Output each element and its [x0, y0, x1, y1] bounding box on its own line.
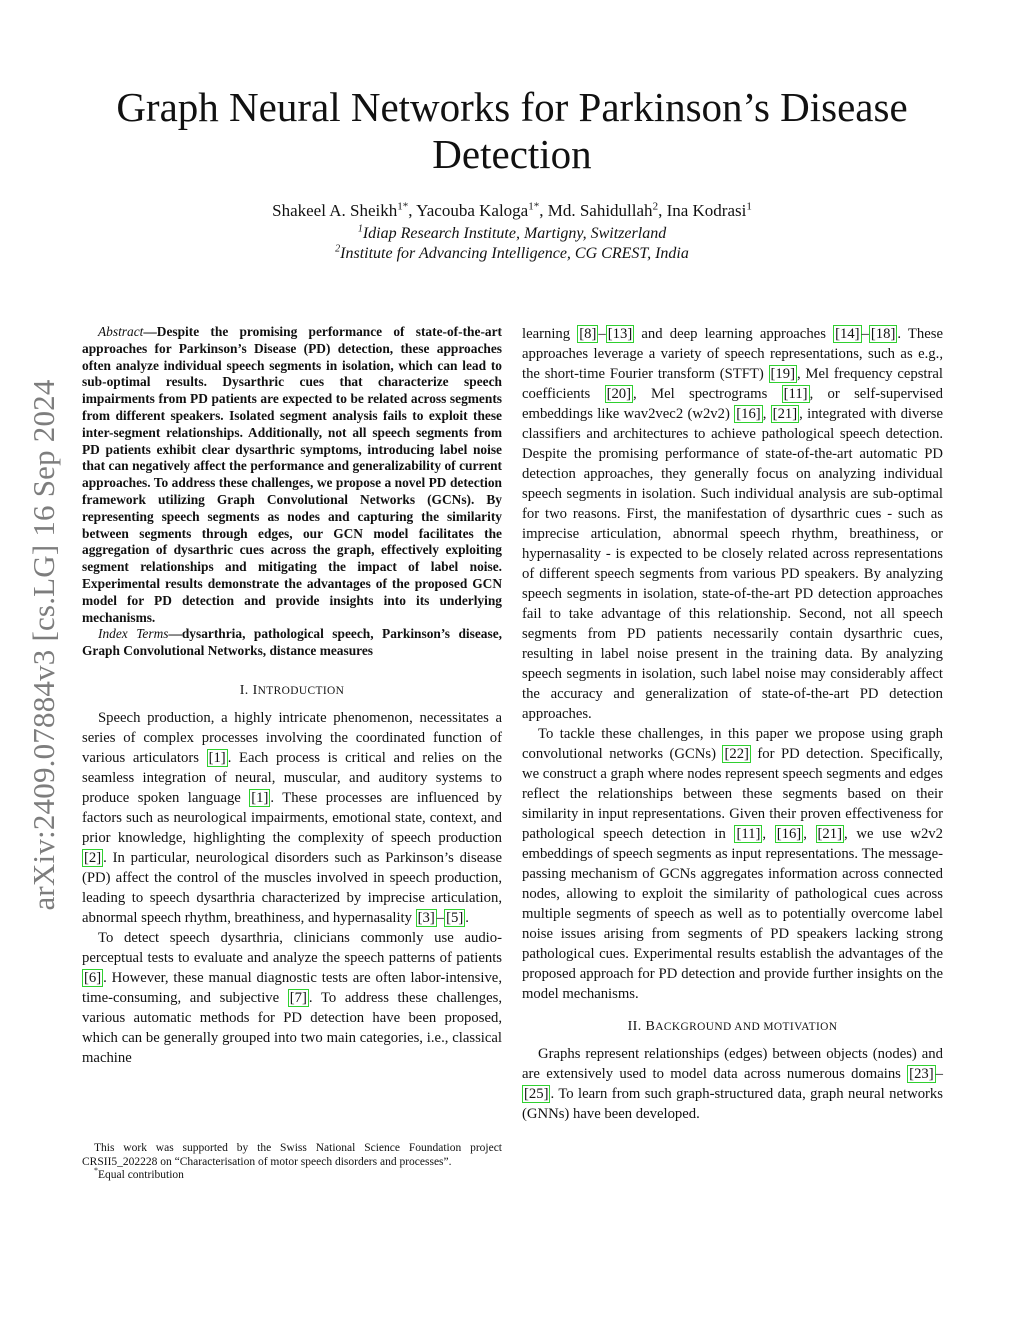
intro-paragraph-1: [82, 708, 502, 928]
index-terms-label: Index Terms: [98, 626, 169, 642]
author-affil-mark: 2: [652, 200, 659, 213]
paragraph-text: . These processes are influenced by factors such as neurological impairments, emotional state, context, and prior knowledge, highlighting the complexity of speech production: [82, 789, 502, 846]
paragraph-text: learning: [522, 326, 578, 342]
section-heading-introduction: I. INTRODUCTION: [239, 682, 345, 698]
paper-title: [80, 84, 944, 178]
footnotes: [82, 1142, 502, 1183]
abstract-text: —Despite the promising performance of state-of-the-art approaches for Parkinson’s Disease (PD) detection, these approaches often analyze individual speech segments in isolation, which can lead to sub-optimal results. Dysarthric cues that characterize speech impairments from PD patients are expected to be related across segments from different speakers. Isolated segment analysis fails to exploit these inter-segment relationships. Additionally, not all speech segments from PD patients exhibit clear dysarthric symptoms, introducing label noise that can negatively affect the performance and generalizability of current approaches. To address these challenges, we propose a novel PD detection framework utilizing Graph Convolutional Networks (GCNs). By representing speech segments as nodes and capturing the similarity between segments through edges, our GCN model facilitates the aggregation of dysarthric cues across the graph, effectively exploiting segment relationships and mitigating the impact of label noise. Experimental results demonstrate the advantages of the proposed GCN model for PD detection and provide insights into its underlying mechanisms.: [82, 324, 502, 625]
paragraph-text: . To learn from such graph-structured data, graph neural networks (GNNs) have been developed.: [522, 1086, 943, 1122]
citation-link[interactable]: [25]: [524, 1086, 549, 1102]
index-terms-text: —dysarthria, pathological speech, Parkinson’s disease, Graph Convolutional Networks, distance measures: [82, 626, 502, 659]
affiliation-1: $^1$Idiap Research Institute, Martigny, Switzerland: [357, 223, 667, 242]
paragraph-text: and deep learning approaches: [634, 326, 834, 342]
paragraph-text: –: [598, 326, 606, 342]
citation-link[interactable]: [18]: [870, 326, 896, 342]
author-name: Yacouba Kaloga: [416, 201, 529, 220]
citation-link[interactable]: [2]: [84, 849, 102, 866]
citation-link[interactable]: [22]: [724, 746, 749, 762]
paragraph-text: , Mel spectrograms: [633, 386, 782, 402]
citation-link[interactable]: [16]: [776, 826, 802, 842]
citation-link[interactable]: [7]: [289, 989, 307, 1006]
paragraph-text: . To address these challenges, various automatic methods for PD detection have been proposed, which can be generally grouped into two main categories, i.e., classical machine: [82, 989, 502, 1066]
citation-link[interactable]: [14]: [835, 326, 860, 342]
paragraph-text: for PD detection. Specifically, we construct a graph where nodes represent speech segments and edges reflect the relationships between these segments based on their similarity in input representations. Given their proven effectiveness for pathological speech detection in: [522, 746, 943, 842]
left-column: [82, 324, 502, 1068]
paragraph-text: To tackle these challenges, in this paper we propose using graph convolutional networks (GCNs): [522, 726, 943, 762]
author-list: Shakeel A. Sheikh$^{1*}$, Yacouba Kaloga$^{1*}$, Md. Sahidullah$^2$, Ina Kodrasi$^1$: [272, 200, 752, 220]
paragraph-text: Graphs represent relationships (edges) between objects (nodes) and are extensively used to model data across numerous domains: [522, 1046, 943, 1082]
citation-link[interactable]: [21]: [817, 826, 843, 842]
citation-link[interactable]: [23]: [909, 1066, 934, 1082]
author-name: Ina Kodrasi: [666, 201, 747, 220]
right-paragraph-1: [522, 324, 943, 724]
paragraph-text: . Each process is critical and relies on the seamless integration of neural, muscular, and auditory systems to produce spoken language: [82, 749, 502, 806]
paragraph-text: . These approaches leverage a variety of speech representations, such as e.g., the short-time Fourier transform (STFT): [522, 326, 943, 382]
author-affil-mark: 1*: [528, 200, 540, 213]
author-name: Md. Sahidullah: [547, 201, 653, 220]
paragraph-text: ,: [762, 826, 775, 842]
author-affil-mark: 1*: [397, 200, 409, 213]
author-name: Shakeel A. Sheikh: [272, 201, 398, 220]
title-line-2: Detection: [432, 131, 592, 177]
affiliation-2: $^2$Institute for Advancing Intelligence, CG CREST, India: [335, 243, 689, 262]
paragraph-text: , or self-supervised embeddings like wav2vec2 (w2v2): [522, 386, 944, 422]
background-paragraph-1: [522, 1044, 943, 1124]
section-heading-background: II. BACKGROUND AND MOTIVATION: [627, 1019, 838, 1034]
paragraph-text: To detect speech dysarthria, clinicians commonly use audio-perceptual tests to evaluate and analyze the speech patterns of patients: [82, 929, 502, 966]
citation-link[interactable]: [1]: [251, 789, 269, 806]
author-affil-mark: 1: [746, 200, 752, 213]
citation-link[interactable]: [20]: [606, 386, 632, 402]
citation-link[interactable]: [19]: [770, 366, 795, 382]
paragraph-text: , we use w2v2 embeddings of speech segments as input representations. The message-passing mechanism of GCNs aggregates information across connected nodes, allowing to exploit the similarity of pathological cues across multiple segments of speech as well as to potentially overcome label noise issues arising from segments of PD speakers lacking strong pathological cues. Experimental results establish the advantages of the proposed approach for PD detection and provide further insights on the model mechanisms.: [522, 826, 943, 1002]
equal-contribution-footnote: *Equal contribution: [94, 1166, 184, 1181]
index-terms: [82, 626, 502, 660]
paragraph-text: ,: [762, 406, 771, 422]
citation-link[interactable]: [6]: [84, 969, 102, 986]
abstract-label: Abstract: [98, 324, 144, 339]
paragraph-text: .: [465, 909, 469, 926]
paragraph-text: –: [935, 1066, 943, 1082]
citation-link[interactable]: [11]: [783, 386, 808, 402]
citation-link[interactable]: [5]: [446, 909, 464, 926]
paragraph-text: –: [861, 326, 869, 342]
paragraph-text: , Mel frequency cepstral coefficients: [522, 366, 943, 402]
citation-link[interactable]: [11]: [736, 826, 761, 842]
paragraph-text: –: [436, 909, 445, 926]
right-column: [522, 324, 943, 1124]
citation-link[interactable]: [8]: [579, 326, 597, 342]
arxiv-id-text: arXiv:2409.07884v3 [cs.LG] 16 Sep 2024: [26, 379, 61, 911]
citation-link[interactable]: [16]: [736, 406, 761, 422]
paragraph-text: . However, these manual diagnostic tests are often labor-intensive, time-consuming, and subjective: [82, 969, 502, 1006]
citation-link[interactable]: [1]: [208, 749, 226, 766]
paragraph-text: Speech production, a highly intricate phenomenon, necessitates a series of complex processes involving the coordinated function of various articulators: [82, 709, 502, 766]
paragraph-text: , integrated with diverse classifiers and architectures to achieve pathological speech detection. Despite the promising performance of state-of-the-art automatic PD detection approaches, they generally focus on analyzing individual speech segments in isolation. Such individual analysis are sub-optimal for two reasons. First, the manifestation of dysarthric cues - such as imprecise articulation, abnormal speech rhythm, breathiness, or hypernasality - is expected to be closely related across representations of different speech segments from various PD speakers. By analyzing speech segments in isolation, state-of-the-art PD detection approaches fail to take advantage of this relationship. Second, not all speech segments from PD patients necessarily contain dysarthric cues, resulting in label noise present in the training data. By analyzing speech segments in isolation, such label noise may considerably affect the accuracy and generalization of state-of-the-art PD detection approaches.: [522, 406, 944, 722]
paragraph-text: . In particular, neurological disorders such as Parkinson’s disease (PD) affect the control of the muscles involved in speech production, leading to speech dysarthria characterized by imprecise articulation, abnormal speech rhythm, breathiness, and hypernasality: [82, 849, 502, 926]
citation-link[interactable]: [13]: [607, 326, 633, 342]
paragraph-text: ,: [803, 826, 816, 842]
funding-footnote: This work was supported by the Swiss National Science Foundation project CRSII5_202228 on “Characterisation of motor speech disorders and processes”.: [82, 1142, 502, 1168]
citation-link[interactable]: [3]: [417, 909, 435, 926]
right-paragraph-2: [522, 724, 943, 1004]
abstract: [82, 324, 502, 626]
title-line-1: Graph Neural Networks for Parkinson’s Disease: [116, 84, 908, 130]
citation-link[interactable]: [21]: [772, 406, 798, 422]
intro-paragraph-2: [82, 928, 502, 1068]
